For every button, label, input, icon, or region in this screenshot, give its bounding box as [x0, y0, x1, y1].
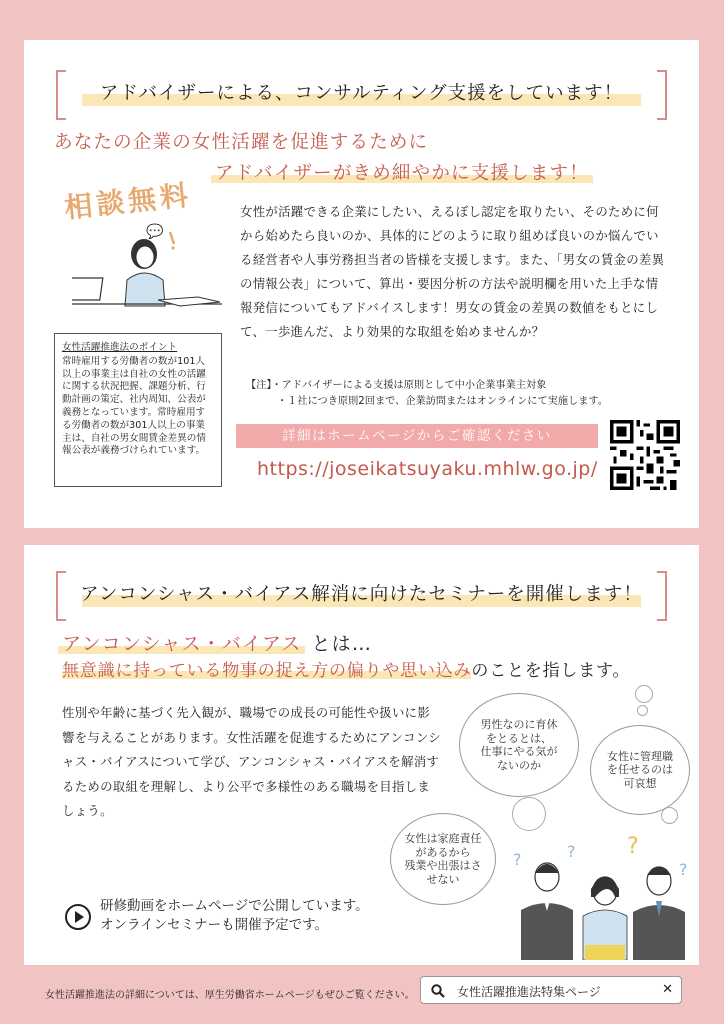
question-mark-icon: ? [627, 835, 639, 859]
definition-line [62, 656, 630, 681]
detail-banner[interactable]: 詳細はホームページからご確認ください [236, 424, 598, 448]
free-consultation-label: 相談無料 [62, 178, 194, 225]
law-point-box [54, 333, 222, 487]
people-illustration [507, 835, 692, 960]
section-title: アドバイザーによる、コンサルティング支援をしています！ [99, 83, 624, 104]
speech-bubble-icon: 💬 [146, 224, 164, 240]
term-line [62, 629, 372, 656]
question-mark-icon: ? [567, 842, 576, 861]
section-title: アンコンシャス・バイアス解消に向けたセミナーを開催します！ [80, 584, 643, 605]
bias-thought-bubble-1: 男性なのに育休 をとるとは、 仕事にやる気が ないのか [459, 693, 579, 797]
point-box-title: 女性活躍推進法のポイント [62, 342, 178, 353]
definition-highlight: 無意識に持っている物事の捉え方の偏りや思い込み [62, 661, 472, 681]
close-icon[interactable]: ✕ [662, 982, 673, 997]
search-label: 女性活躍推進法特集ページ [457, 985, 601, 999]
point-box-body: 常時雇用する労働者の数が101人以上の事業主は自社の女性の活躍に関する状況把握、課題分析、行動計画の策定、社内周知、公表が義務となっています。常時雇用する労働者の数が301人以上の事業主は、自社の男女間賃金差異の情報公表が義務づけられています。 [62, 355, 206, 457]
consultant-illustration [72, 220, 232, 320]
consulting-description: 女性が活躍できる企業にしたい、えるぼし認定を取りたい、そのために何から始めたら良いのか、具体的にどのように取り組めば良いのか悩んでいる経営者や人事労務担当者の皆様を支援します。また、「男女の賃金の差異の情報公表」について、算出・要因分析の方法や説明欄を用いた上手な情報発信についてもアドバイスします！男女の賃金の差異の数値をもとにして、一歩進んだ、より効果的な取組を始めませんか？ [240, 204, 665, 339]
lead-line-2: アドバイザーがきめ細やかに支援します！ [215, 159, 589, 185]
footer-text: 女性活躍推進法の詳細については、厚生労働省ホームページもぜひご覧ください。 [45, 990, 415, 1001]
search-box[interactable] [420, 976, 682, 1004]
consulting-section [24, 40, 699, 528]
website-link[interactable]: https://joseikatsuyaku.mhlw.go.jp/ [257, 458, 598, 480]
section-header [56, 70, 667, 116]
seminar-description: 性別や年齢に基づく先入観が、職場での成長の可能性や扱いに影響を与えることがあります。女性活躍を促進するためにアンコンシャス・バイアスについて学び、アンコンシャス・バイアスを解消するための取組を理解し、より公平で多様性のある職場を目指しましょう。 [62, 705, 441, 818]
term: アンコンシャス・バイアス [62, 633, 302, 655]
bias-thought-bubble-3: 女性は家庭責任 があるから 残業や出張はさ せない [390, 813, 496, 905]
video-notice-line-1: 研修動画をホームページで公開しています。 [100, 898, 369, 914]
qr-code [610, 420, 680, 490]
question-mark-icon: ? [513, 850, 522, 869]
seminar-section [24, 545, 699, 965]
play-icon[interactable] [64, 903, 92, 931]
definition-suffix: のことを指します。 [471, 661, 631, 681]
search-icon [431, 984, 445, 998]
note-line-2: ・１社につき原則2回まで、企業訪問またはオンラインにて実施します。 [277, 396, 608, 407]
video-notice-line-2: オンラインセミナーも開催予定です。 [100, 917, 329, 933]
bias-thought-bubble-2: 女性に管理職 を任せるのは 可哀想 [590, 725, 690, 815]
section-header [56, 571, 667, 617]
question-mark-icon: ? [679, 860, 688, 879]
note-line-1: 【注】・アドバイザーによる支援は原則として中小企業事業主対象 [246, 380, 547, 391]
video-notice [100, 897, 369, 935]
term-suffix: とは… [311, 633, 373, 655]
lead-line-1: あなたの企業の女性活躍を促進するために [54, 132, 429, 153]
